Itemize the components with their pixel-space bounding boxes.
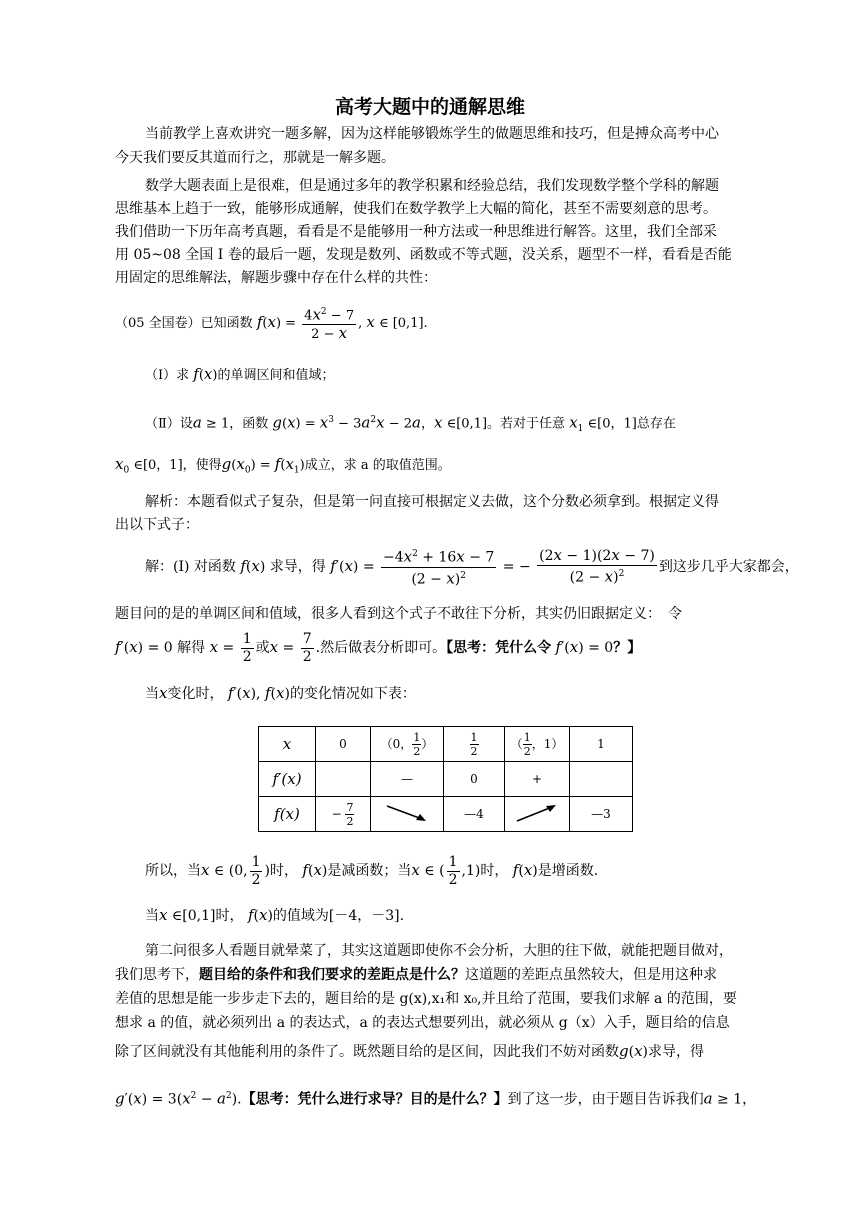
- para3-line-5: 除了区间就没有其他能利用的条件了。既然题目给的是区间，因此我们不妨对函数g(x)求导，得: [115, 1042, 705, 1060]
- para3-line-6: $g'(x) = 3(x^2 - a^2)$.【思考：凭什么进行求导？目的是什么？】到了这一步，由于题目告诉我们a ≥ 1，: [115, 1089, 757, 1108]
- table-row: f(x) − $\frac{7}{2}$ —4 —3: [259, 797, 633, 832]
- analysis-line-2: 出以下式子：: [115, 517, 199, 533]
- decreasing-arrow-icon: [382, 801, 432, 825]
- fx-fraction: $\frac{4x^2 - 7}{2 - x}$: [304, 305, 355, 343]
- solution-line-4: 当x变化时， f′(x), f(x)的变化情况如下表：: [145, 684, 416, 702]
- question-2-line-1: （Ⅱ）设a ≥ 1，函数 $g(x) = x^3 - 3a^2x - 2a$，x ∈[0,1]。若对于任意 $x_1$ ∈[0，1]总存在: [145, 413, 676, 434]
- derivative-line: 解：(I) 对函数 f(x) 求导，得 f′(x) = $\frac{-4x^2 + 16x - 7}{(2 - x)^2}$ = − $\frac{(2x - 1)(2x - 7)}{(2 - x)^2}$ 到这步几乎大家都会，: [145, 546, 799, 588]
- increasing-arrow-icon: [512, 801, 562, 825]
- solution-line-3: f′(x) = 0 解得 x = $\frac{1}{2}$ 或x = $\frac{7}{2}$ .然后做表分析即可。【思考：凭什么令 f′(x) = 0？】: [115, 630, 642, 665]
- para2-line-5: 用固定的思维解法，解题步骤中存在什么样的共性：: [115, 270, 437, 286]
- table-row: f′(x) — 0 +: [259, 762, 633, 797]
- variation-table: [258, 726, 633, 832]
- question-2-line-2: $x_0$ ∈[0，1]，使得$g(x_0) = f(x_1)$成立，求 a 的取值范围。: [115, 455, 451, 476]
- page-title: 高考大题中的通解思维: [334, 96, 525, 118]
- solution-line-2: 题目问的是的单调区间和值域，很多人看到这个式子不敢往下分析，其实仍旧跟据定义： 令: [115, 606, 682, 622]
- para3-line-4: 想求 a 的值，就必须列出 a 的表达式，a 的表达式想要列出，就必须从 g（x）入手，题目给的信息: [115, 1015, 730, 1031]
- para3-line-1: 第二问很多人看题目就晕菜了，其实这道题即使你不会分析，大胆的往下做，就能把题目做对，: [145, 943, 733, 959]
- intro-line-1: 当前教学上喜欢讲究一题多解，因为这样能够锻炼学生的做题思维和技巧，但是搏众高考中心: [145, 126, 719, 142]
- para2-line-4: 用 05~08 全国 I 卷的最后一题，发现是数列、函数或不等式题，没关系，题型不一样，看看是否能: [115, 247, 732, 263]
- analysis-line-1: 解析：本题看似式子复杂，但是第一问直接可根据定义去做，这个分数必须拿到。根据定义得: [145, 494, 719, 510]
- conclusion-line-1: 所以，当x ∈ (0, $\frac{1}{2}$ )时， f(x)是减函数；当x ∈ ( $\frac{1}{2}$ ,1)时， f(x)是增函数.: [145, 853, 599, 888]
- para2-line-2: 思维基本上趋于一致，能够形成通解，使我们在数学教学上大幅的简化，甚至不需要刻意的思考。: [115, 201, 717, 217]
- para2-line-1: 数学大题表面上是很难，但是通过多年的教学积累和经验总结，我们发现数学整个学科的解题: [145, 178, 719, 194]
- question-1: （Ⅰ）求 f(x)的单调区间和值域；: [145, 365, 335, 383]
- table-row: x 0 （0， $\frac{1}{2}$ ） $\frac{1}{2}$ （ $\frac{1}{2}$ ，1） 1: [259, 727, 633, 762]
- para3-line-3: 差值的思想是能一步步走下去的，题目给的是 g(x),x₁和 x₀,并且给了范围，要我们求解 a 的范围，要: [115, 991, 737, 1007]
- para3-line-2: 我们思考下，题目给的条件和我们要求的差距点是什么？这道题的差距点虽然较大，但是用这种求: [115, 967, 717, 983]
- problem-statement: （05 全国卷）已知函数 f(x) = $\frac{4x^2 - 7}{2 - x}$ , x ∈ [0,1].: [115, 305, 428, 343]
- para2-line-3: 我们借助一下历年高考真题，看看是不是能够用一种方法或一种思维进行解答。这里，我们全部采: [115, 224, 717, 240]
- conclusion-line-2: 当x ∈[0,1]时， f(x)的值域为[－4，－3].: [145, 906, 405, 924]
- intro-line-2: 今天我们要反其道而行之，那就是一解多题。: [115, 150, 395, 166]
